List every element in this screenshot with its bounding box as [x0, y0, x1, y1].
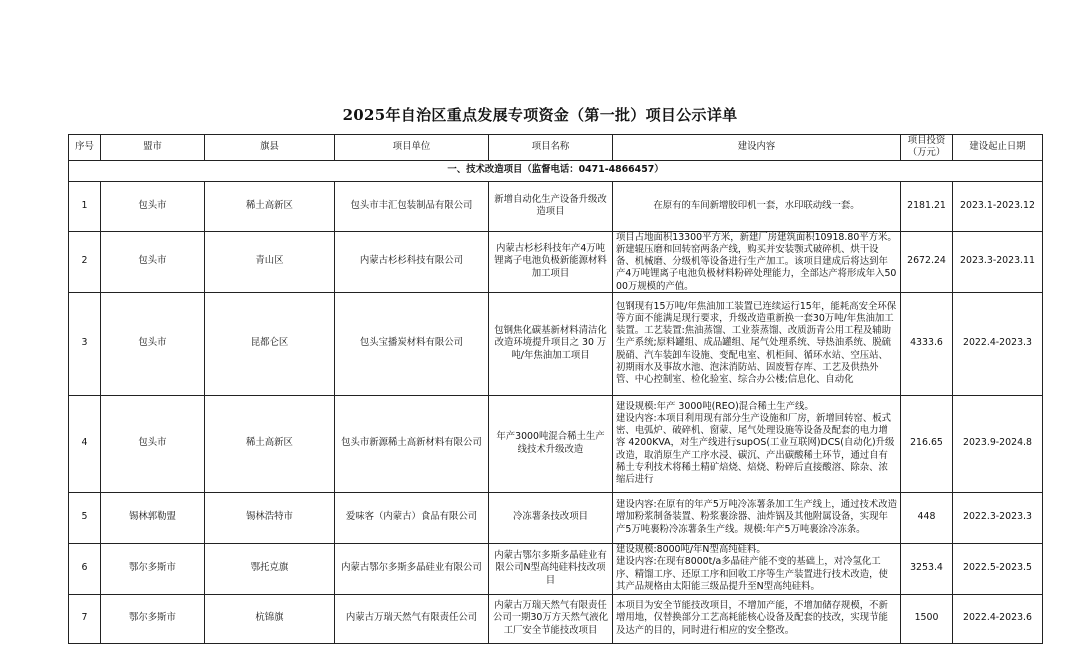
cell-period: 2023.9-2024.8: [953, 395, 1043, 492]
cell-name: 内蒙古鄂尔多斯多晶硅业有限公司N型高纯硅料技改项目: [489, 543, 613, 594]
cell-investment: 216.65: [901, 395, 953, 492]
cell-content: [613, 231, 901, 292]
cell-investment: 448: [901, 492, 953, 543]
cell-league: 包头市: [101, 395, 205, 492]
content-text: 在原有的车间新增胶印机一套，水印联动线一套。: [653, 199, 860, 211]
document-title: 2025年自治区重点发展专项资金（第一批）项目公示详单: [342, 106, 738, 124]
cell-county: 鄂托克旗: [205, 543, 335, 594]
header-period: 建设起止日期: [953, 135, 1043, 161]
cell-county: 稀土高新区: [205, 395, 335, 492]
cell-name: 包钢焦化碳基新材料清洁化改造环境提升项目之 30 万吨/年焦油加工项目: [489, 292, 613, 395]
cell-seq: 6: [69, 543, 101, 594]
cell-unit: 爱味客（内蒙古）食品有限公司: [335, 492, 489, 543]
cell-county: 稀土高新区: [205, 181, 335, 231]
table-row: [69, 231, 1043, 292]
cell-content: [613, 292, 901, 395]
cell-unit: 内蒙古鄂尔多斯多晶硅业有限公司: [335, 543, 489, 594]
table-row: [69, 543, 1043, 594]
header-county: 旗县: [205, 135, 335, 161]
cell-seq: 3: [69, 292, 101, 395]
cell-period: 2023.3-2023.11: [953, 231, 1043, 292]
cell-content: [613, 543, 901, 594]
header-seq: 序号: [69, 135, 101, 161]
cell-county: 青山区: [205, 231, 335, 292]
cell-content: [613, 181, 901, 231]
header-investment: 项目投资（万元）: [901, 135, 953, 161]
cell-name: 新增自动化生产设备升级改造项目: [489, 181, 613, 231]
project-table: [68, 134, 1043, 644]
content-text: 本项目为安全节能技改项目，不增加产能，不增加储存规模，不新增用地，仅替换部分工艺高耗能核心设备及配套的技改，实现节能及达产的目的，同时进行相应的安全整改。: [616, 600, 888, 636]
cell-league: 包头市: [101, 231, 205, 292]
header-name: 项目名称: [489, 135, 613, 161]
cell-league: 包头市: [101, 181, 205, 231]
cell-county: 昆都仑区: [205, 292, 335, 395]
table-row: [69, 292, 1043, 395]
content-text: 包钢现有15万吨/年焦油加工装置已连续运行15年，能耗高安全环保等方面不能满足现行要求，升级改造重新换一套30万吨/年焦油加工装置。工艺装置:焦油蒸馏、工业萘蒸馏、改质沥青公用工程及辅助生产系统;原料罐组、成品罐组、尾气处理系统、导热油系统、脱硫脱硝、汽车装卸车设施、变配电室、机柜间、循环水站、空压站、初期雨水及事故水池、泡沫消防站、固废暂存库、工艺及供热外管、中心控制室、检化验室、综合办公楼;信息化、自动化: [616, 300, 897, 386]
section-row: [69, 160, 1043, 181]
cell-seq: 5: [69, 492, 101, 543]
cell-period: 2022.4-2023.6: [953, 594, 1043, 643]
cell-unit: 包头市新源稀土高新材料有限公司: [335, 395, 489, 492]
table-row: [69, 395, 1043, 492]
cell-seq: 1: [69, 181, 101, 231]
content-text: 建设规模:年产 3000吨(REO)混合稀土生产线。 建设内容:本项目利用现有部分生产设施和厂房，新增回转窑、板式密、电弧炉、破碎机、窗蒙、尾气处理设施等设备及配套的电力增容 4200KVA，对生产线进行supOS(工业互联网)DCS(自动化)升级改造，取消原生产工序水浸、碳沉、产出碳酸稀土环节，通过自有稀土专利技术将稀土精矿焙烧、焙烧、粉碎后直接酸溶、除杂、浓缩后进行: [616, 400, 895, 486]
cell-seq: 4: [69, 395, 101, 492]
cell-county: 杭锦旗: [205, 594, 335, 643]
header-unit: 项目单位: [335, 135, 489, 161]
cell-seq: 7: [69, 594, 101, 643]
cell-period: 2023.1-2023.12: [953, 181, 1043, 231]
content-text: 建设内容:在原有的年产5万吨冷冻薯条加工生产线上，通过技术改造增加粉浆制备装置、粉浆裹涂器、油炸锅及其他附属设备，实现年产5万吨裹粉冷冻薯条生产线。规模:年产5万吨裹涂冷冻条。: [616, 499, 897, 535]
cell-name: 冷冻薯条技改项目: [489, 492, 613, 543]
table-row: [69, 181, 1043, 231]
cell-league: 鄂尔多斯市: [101, 594, 205, 643]
cell-seq: 2: [69, 231, 101, 292]
header-row: [69, 135, 1043, 161]
cell-unit: 内蒙古杉杉科技有限公司: [335, 231, 489, 292]
cell-investment: 2181.21: [901, 181, 953, 231]
cell-name: 年产3000吨混合稀土生产线技术升级改造: [489, 395, 613, 492]
cell-period: 2022.4-2023.3: [953, 292, 1043, 395]
cell-content: [613, 395, 901, 492]
table-row: [69, 492, 1043, 543]
cell-name: 内蒙古杉杉科技年产4万吨锂离子电池负极新能源材料加工项目: [489, 231, 613, 292]
cell-investment: 2672.24: [901, 231, 953, 292]
header-league: 盟市: [101, 135, 205, 161]
cell-name: 内蒙古万瑞天然气有限责任公司一期30万方天然气液化工厂安全节能技改项目: [489, 594, 613, 643]
cell-unit: 包头宝播炭材料有限公司: [335, 292, 489, 395]
section-title: 一、技术改造项目（监督电话：0471-4866457）: [69, 160, 1043, 181]
content-text: 项目占地面积13300平方米，新建厂房建筑面积10918.80平方米。新建辊压磨和回转窑两条产线，购买并安装颚式破碎机、烘干设备、机械磨、分级机等设备进行生产加工。该项目建成后将达到年产4万吨锂离子电池负极材料粉碎处理能力，全部达产将形成年入5000万规模的产值。: [616, 231, 897, 292]
cell-content: [613, 594, 901, 643]
cell-league: 包头市: [101, 292, 205, 395]
cell-league: 锡林郭勒盟: [101, 492, 205, 543]
content-text: 建设规模:8000吨/年N型高纯硅料。 建设内容:在现有8000t/a多晶硅产能不变的基础上，对冷氢化工序、精馏工序、还原工序和回收工序等生产装置进行技术改造，使其产品规格由太阳能三级品提升至N型高纯硅料。: [616, 544, 888, 592]
cell-period: 2022.3-2023.3: [953, 492, 1043, 543]
cell-investment: 3253.4: [901, 543, 953, 594]
cell-content: [613, 492, 901, 543]
cell-county: 锡林浩特市: [205, 492, 335, 543]
table-row: [69, 594, 1043, 643]
header-content: 建设内容: [613, 135, 901, 161]
cell-league: 鄂尔多斯市: [101, 543, 205, 594]
cell-investment: 4333.6: [901, 292, 953, 395]
cell-unit: 内蒙古万瑞天然气有限责任公司: [335, 594, 489, 643]
cell-period: 2022.5-2023.5: [953, 543, 1043, 594]
cell-unit: 包头市丰汇包装制品有限公司: [335, 181, 489, 231]
cell-investment: 1500: [901, 594, 953, 643]
